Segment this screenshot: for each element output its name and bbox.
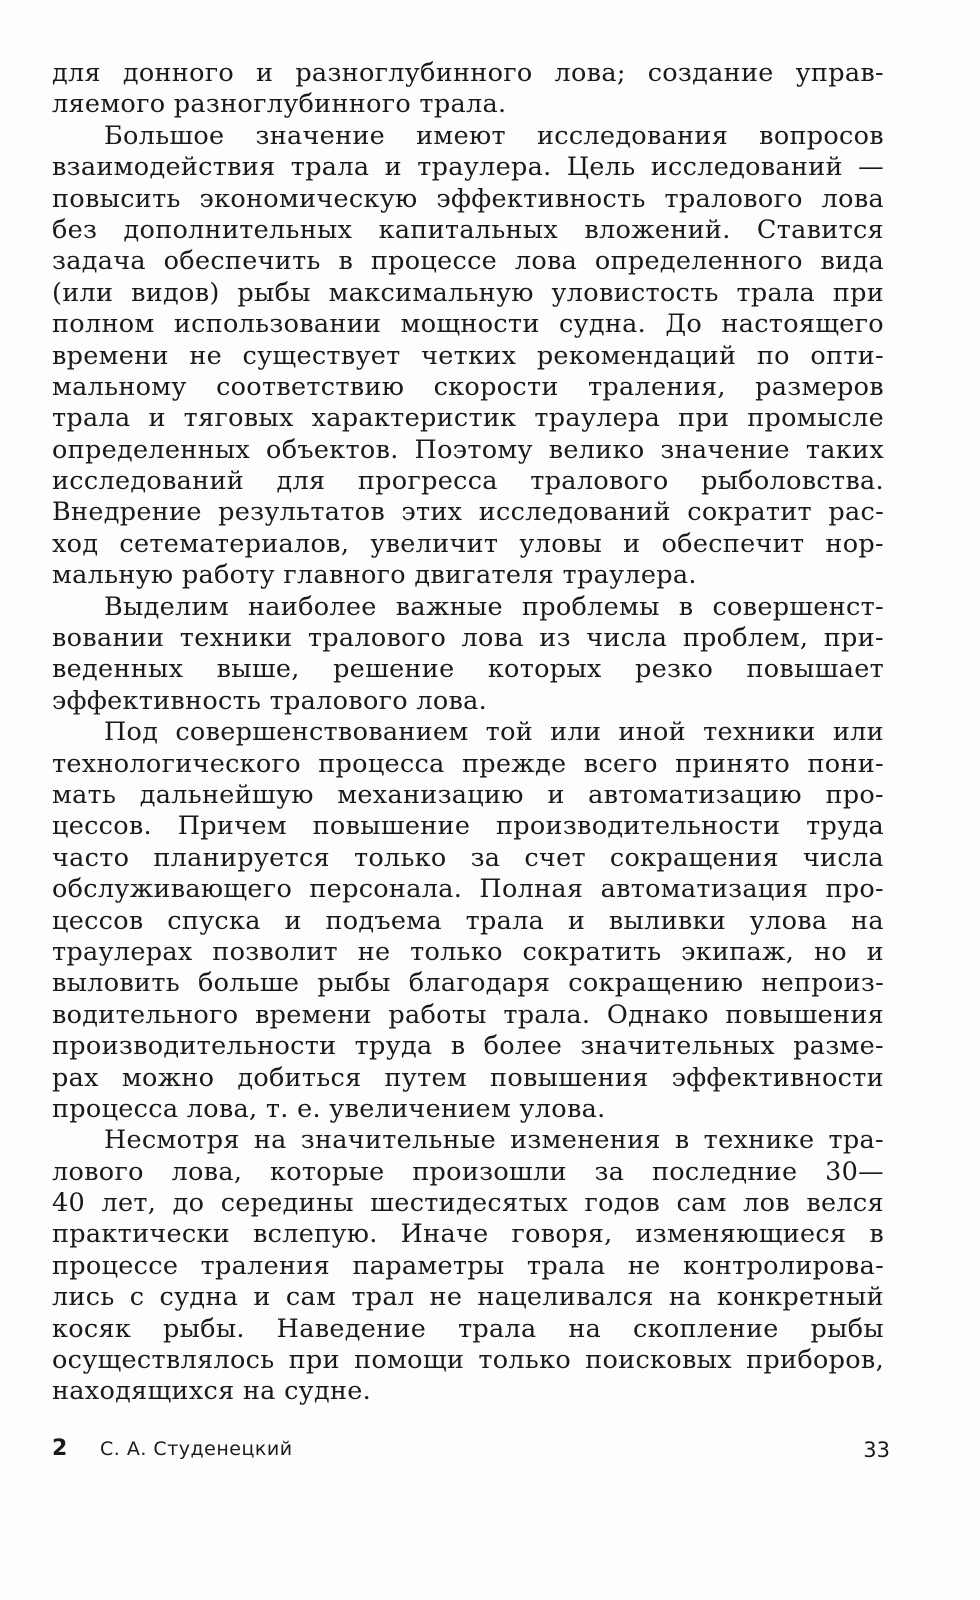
text-line: исследований для прогресса тралового рыболовства. [52,466,884,497]
text-line: вовании техники тралового лова из числа проблем, при- [52,623,884,654]
text-line: процесса лова, т. е. увеличением улова. [52,1093,606,1124]
text-line: находящихся на судне. [52,1376,372,1407]
text-line: производительности труда в более значительных разме- [52,1031,884,1062]
text-line: без дополнительных капитальных вложений. Ставится [52,214,884,245]
text-line: ляемого разноглубинного трала. [52,89,507,120]
page-footer [52,1436,890,1476]
text-line: рах можно добиться путем повышения эффективности [52,1062,884,1093]
text-line: траулерах позволит не только сократить экипаж, но и [52,936,884,967]
text-line: трала и тяговых характеристик траулера при промысле [52,403,884,434]
text-line: косяк рыбы. Наведение трала на скопление рыбы [52,1313,884,1344]
text-line: осуществлялось при помощи только поисковых приборов, [52,1345,884,1376]
paragraph [52,121,884,592]
text-line: веденных выше, решение которых резко повышает [52,654,884,685]
author-name: С. А. Студенецкий [100,1438,293,1460]
text-line: обслуживающего персонала. Полная автоматизация про- [52,874,884,905]
text-line: водительного времени работы трала. Однако повышения [52,999,884,1030]
text-line: цессов спуска и подъема трала и выливки улова на [52,905,884,936]
text-line: взаимодействия трала и траулера. Цель исследований — [52,152,884,183]
body-text [52,58,884,1408]
text-line: времени не существует четких рекомендаций по опти- [52,340,884,371]
text-line: повысить экономическую эффективность тралового лова [52,183,884,214]
text-line: лового лова, которые произошли за последние 30— [52,1156,884,1187]
text-line: технологического процесса прежде всего принято пони- [52,748,884,779]
text-line: практически вслепую. Иначе говоря, изменяющиеся в [52,1219,884,1250]
text-line: 40 лет, до середины шестидесятых годов сам лов велся [52,1188,884,1219]
signature-mark: 2 [52,1436,68,1461]
page-number: 33 [863,1438,890,1462]
text-line: выловить больше рыбы благодаря сокращению непроиз- [52,968,884,999]
text-line: процессе траления параметры трала не контролирова- [52,1250,884,1281]
text-line: определенных объектов. Поэтому велико значение таких [52,434,884,465]
text-line: (или видов) рыбы максимальную уловистость трала при [52,277,884,308]
text-line: ход сетематериалов, увеличит уловы и обеспечит нор- [52,528,884,559]
text-line: Под совершенствованием той или иной техники или [104,717,884,748]
paragraph [52,717,884,1125]
text-line: для донного и разноглубинного лова; создание управ- [52,58,884,88]
text-line: Внедрение результатов этих исследований сократит рас- [52,497,884,528]
text-line: цессов. Причем повышение производительности труда [52,811,884,842]
paragraph [52,592,884,718]
text-line: задача обеспечить в процессе лова определенного вида [52,246,884,277]
text-line: мальному соответствию скорости траления, размеров [52,371,884,402]
text-line: Несмотря на значительные изменения в технике тра- [104,1125,884,1156]
paragraph [52,58,884,121]
paragraph [52,1125,884,1408]
text-line: Выделим наиболее важные проблемы в совершенст- [104,591,884,622]
text-line: мать дальнейшую механизацию и автоматизацию про- [52,779,884,810]
text-line: эффективность тралового лова. [52,685,488,716]
text-line: часто планируется только за счет сокращения числа [52,842,884,873]
text-line: мальную работу главного двигателя траулера. [52,560,697,591]
text-line: лись с судна и сам трал не нацеливался на конкретный [52,1282,884,1313]
text-line: Большое значение имеют исследования вопросов [104,120,884,151]
text-line: полном использовании мощности судна. До настоящего [52,309,884,340]
